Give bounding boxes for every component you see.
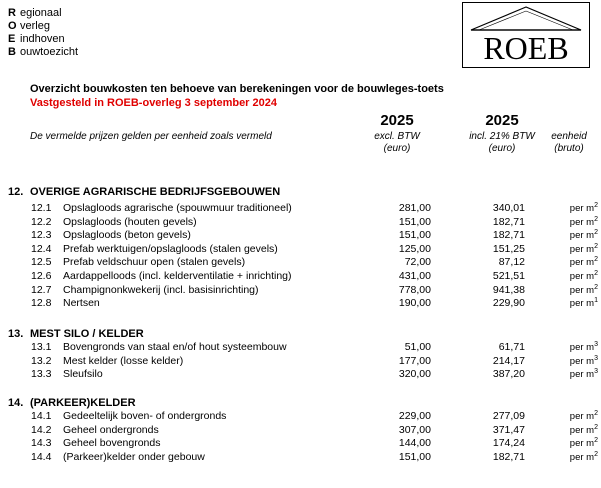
price-excl-btw: 190,00	[398, 297, 431, 310]
row-description: Bovengronds van staal en/of hout systeembouw	[63, 341, 287, 353]
row-unit: per $m^3$	[569, 354, 598, 367]
price-incl-btw: 340,01	[492, 202, 525, 214]
row-code: 14.4	[31, 450, 52, 463]
row-code: 13.1	[31, 341, 52, 353]
price-incl-btw: 277,09	[492, 410, 525, 422]
section-title: (PARKEER)KELDER	[30, 397, 136, 409]
incl-header: incl. 21% BTW (euro)	[469, 131, 535, 154]
row-unit: per $m^2$	[569, 242, 598, 255]
price-excl-btw: 125,00	[398, 242, 431, 255]
row-unit: per $m^2$	[569, 437, 598, 450]
row-description: Champignonkwekerij (incl. basisinrichting)	[63, 283, 259, 296]
acronym-line-e: E indhoven	[8, 33, 65, 45]
section-title: MEST SILO / KELDER	[30, 328, 144, 340]
row-code: 12.8	[31, 297, 52, 310]
document-title: Overzicht bouwkosten ten behoeve van berekeningen voor de bouwleges-toets	[30, 83, 444, 95]
row-description: Aardappelloods (incl. kelderventilatie + inrichting)	[63, 270, 292, 282]
row-description: Prefab veldschuur open (stalen gevels)	[63, 256, 246, 269]
row-description: Opslagloods agrarische (spouwmuur traditioneel)	[63, 202, 292, 214]
section-number: 12.	[8, 186, 24, 198]
price-excl-btw: 151,00	[398, 450, 431, 463]
pricing-note: De vermelde prijzen gelden per eenheid zoals vermeld	[30, 131, 272, 142]
row-code: 12.2	[31, 215, 52, 228]
row-description: Nertsen	[63, 297, 100, 310]
unit-header: eenheid (bruto)	[551, 131, 587, 154]
excl-header: excl. BTW (euro)	[374, 131, 420, 154]
row-code: 12.3	[31, 229, 52, 242]
row-code: 12.5	[31, 256, 52, 269]
section-number: 14.	[8, 397, 24, 409]
price-excl-btw: 778,00	[398, 283, 431, 296]
price-excl-btw: 229,00	[398, 410, 431, 422]
price-excl-btw: 72,00	[404, 256, 431, 269]
row-code: 13.3	[31, 368, 52, 381]
acronym-line-o: O verleg	[8, 20, 50, 32]
row-code: 14.1	[31, 410, 52, 422]
price-excl-btw: 144,00	[398, 437, 431, 450]
row-code: 12.6	[31, 270, 52, 282]
row-description: Gedeeltelijk boven- of ondergronds	[63, 410, 227, 422]
logo-text: ROEB	[483, 30, 569, 66]
price-incl-btw: 214,17	[492, 354, 525, 367]
section-title: OVERIGE AGRARISCHE BEDRIJFSGEBOUWEN	[30, 186, 281, 198]
row-description: Mest kelder (losse kelder)	[63, 354, 184, 367]
price-incl-btw: 182,71	[492, 215, 525, 228]
row-unit: per $m^2$	[569, 269, 598, 282]
row-code: 12.1	[31, 202, 52, 214]
row-unit: per $m^2$	[569, 283, 598, 296]
document-subtitle: Vastgesteld in ROEB-overleg 3 september 2024	[30, 97, 277, 109]
row-description: Sleufsilo	[63, 368, 103, 381]
price-incl-btw: 387,20	[492, 368, 525, 381]
price-incl-btw: 182,71	[492, 450, 525, 463]
row-description: Geheel ondergronds	[63, 423, 159, 436]
price-incl-btw: 61,71	[498, 341, 525, 353]
row-unit: per $m^2$	[569, 215, 598, 228]
row-unit: per $m^1$	[569, 297, 598, 310]
price-excl-btw: 431,00	[398, 270, 431, 282]
row-unit: per $m^2$	[569, 256, 598, 269]
price-excl-btw: 151,00	[398, 215, 431, 228]
price-incl-btw: 151,25	[492, 242, 525, 255]
row-description: Geheel bovengronds	[63, 437, 161, 450]
price-excl-btw: 177,00	[398, 354, 431, 367]
row-unit: per $m^2$	[569, 229, 598, 242]
row-unit: per $m^2$	[569, 450, 598, 463]
price-incl-btw: 182,71	[492, 229, 525, 242]
price-excl-btw: 320,00	[398, 368, 431, 381]
row-code: 14.2	[31, 423, 52, 436]
price-incl-btw: 87,12	[498, 256, 525, 269]
price-excl-btw: 151,00	[398, 229, 431, 242]
price-incl-btw: 941,38	[492, 283, 525, 296]
row-description: Opslagloods (beton gevels)	[63, 229, 191, 242]
roeb-logo	[462, 2, 590, 68]
row-unit: per $m^3$	[569, 340, 598, 353]
row-unit: per $m^2$	[569, 423, 598, 436]
price-excl-btw: 307,00	[398, 423, 431, 436]
row-unit: per $m^2$	[569, 409, 598, 422]
price-excl-btw: 51,00	[404, 341, 431, 353]
price-incl-btw: 174,24	[492, 437, 525, 450]
incl-year: 2025	[485, 112, 519, 129]
row-code: 12.4	[31, 242, 52, 255]
row-unit: per $m^2$	[569, 201, 598, 214]
price-incl-btw: 521,51	[492, 270, 525, 282]
row-unit: per $m^3$	[569, 368, 598, 381]
price-incl-btw: 371,47	[492, 423, 525, 436]
section-number: 13.	[8, 328, 24, 340]
excl-year: 2025	[380, 112, 414, 129]
acronym-line-r: R egionaal	[8, 7, 62, 19]
row-description: (Parkeer)kelder onder gebouw	[63, 450, 205, 463]
roof-icon	[469, 6, 583, 32]
row-description: Opslagloods (houten gevels)	[63, 215, 197, 228]
price-incl-btw: 229,90	[492, 297, 525, 310]
row-description: Prefab werktuigen/opslagloods (stalen gevels)	[63, 242, 278, 255]
row-code: 13.2	[31, 354, 52, 367]
row-code: 12.7	[31, 283, 52, 296]
price-excl-btw: 281,00	[398, 202, 431, 214]
row-code: 14.3	[31, 437, 52, 450]
acronym-line-b: B ouwtoezicht	[8, 46, 79, 58]
